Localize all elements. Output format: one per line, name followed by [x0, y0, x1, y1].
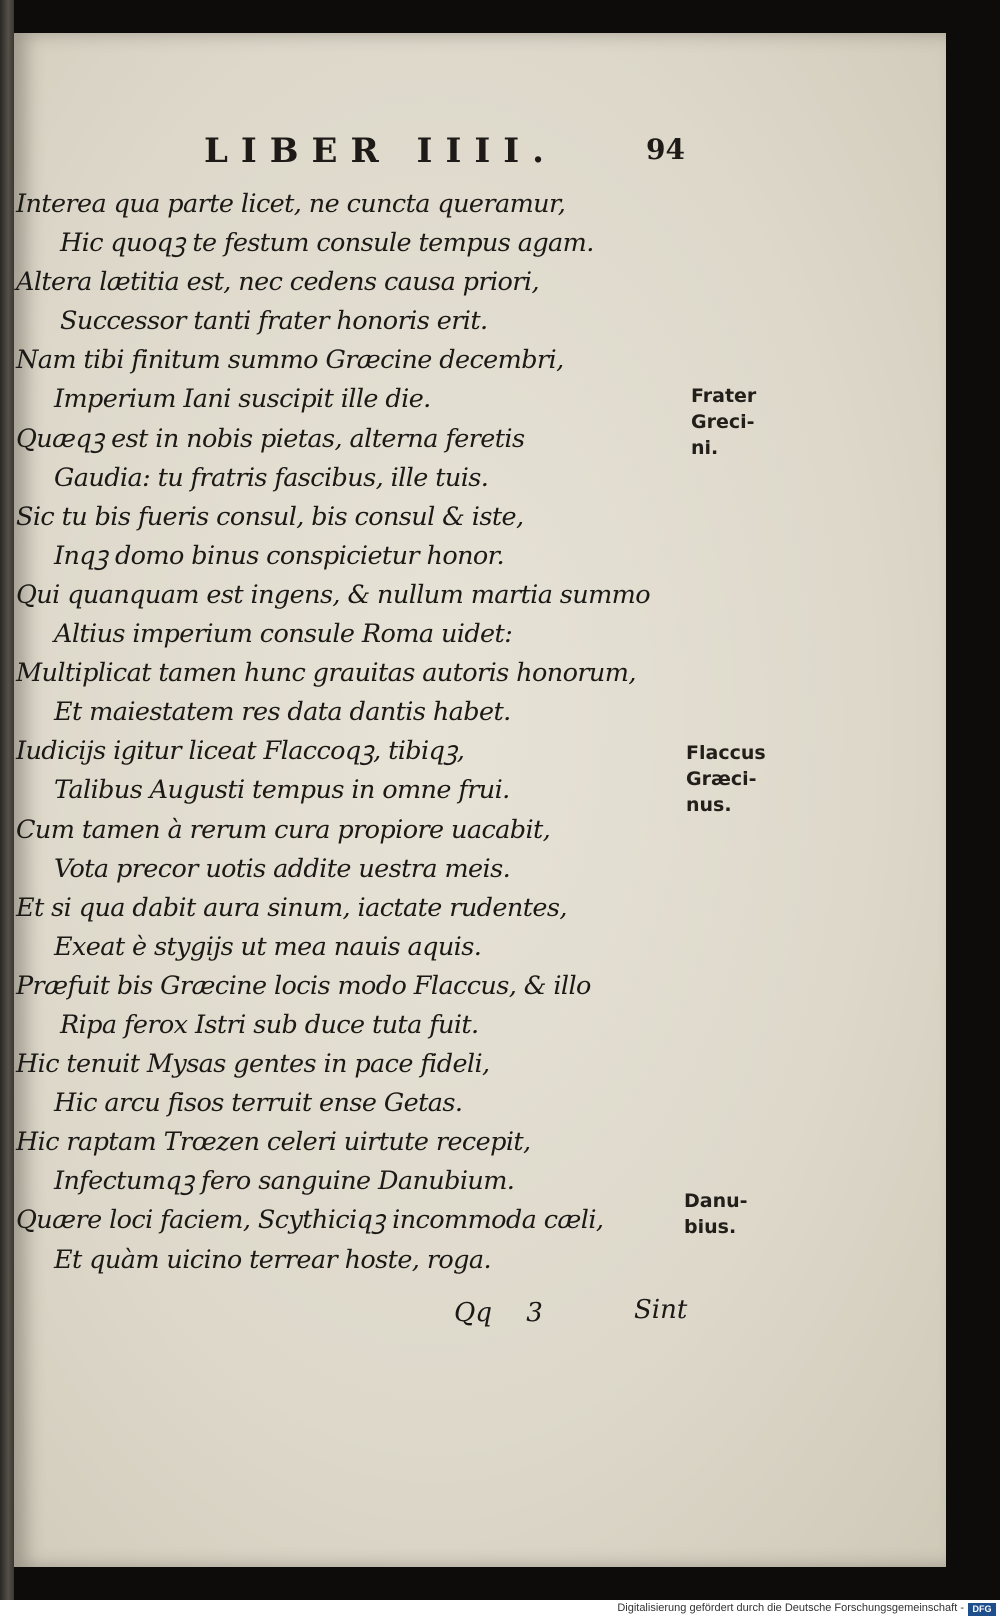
verse-line: Multiplicat tamen hunc grauitas autoris honorum, [16, 658, 636, 689]
verse-line: Ripa ferox Istri sub duce tuta fuit. [60, 1009, 479, 1040]
verse-line: Talibus Augusti tempus in omne frui. [54, 775, 510, 806]
verse-line: Altera lætitia est, nec cedens causa priori, [16, 267, 539, 298]
verse-line: Hic arcu fisos terruit ense Getas. [54, 1088, 463, 1119]
verse-line: Præfuit bis Græcine locis modo Flaccus, & illo [16, 970, 591, 1001]
margin-note-danubius: Danu- bius. [684, 1190, 748, 1238]
verse-line: Infectumqꝫ fero sanguine Danubium. [54, 1166, 515, 1197]
verse-line: Imperium Iani suscipit ille die. [54, 384, 431, 415]
folio-number: 94 [646, 133, 685, 166]
verse-line: Vota precor uotis addite uestra meis. [54, 853, 511, 884]
verse-line: Hic quoqꝫ te festum consule tempus agam. [60, 228, 594, 259]
verse-line: Exeat è stygijs ut mea nauis aquis. [54, 931, 482, 962]
verse-line: Cum tamen à rerum cura propiore uacabit, [16, 814, 551, 845]
verse-line: Iudicijs igitur liceat Flaccoqꝫ, tibiqꝫ, [16, 736, 465, 767]
verse-line: Quære loci faciem, Scythiciqꝫ incommoda cæli, [16, 1205, 604, 1236]
book-spine [0, 0, 14, 1600]
verse-line: Sic tu bis fueris consul, bis consul & iste, [16, 501, 524, 532]
verse-line: Interea qua parte licet, ne cuncta queramur, [16, 189, 566, 219]
catchword: Sint [634, 1295, 688, 1325]
verse-line: Qui quanquam est ingens, & nullum martia summo [16, 579, 651, 610]
verse-line: Gaudia: tu fratris fascibus, ille tuis. [54, 462, 489, 493]
verse-line: Altius imperium consule Roma uidet: [54, 619, 513, 650]
verse-line: Et quàm uicino terrear hoste, roga. [54, 1244, 491, 1275]
verse-line: Hic raptam Trœzen celeri uirtute recepit, [16, 1127, 531, 1158]
running-head: LIBER IIII. [204, 131, 558, 171]
funding-credit: Digitalisierung gefördert durch die Deutsche Forschungsgemeinschaft - [617, 1602, 964, 1614]
verse-block [16, 185, 656, 1280]
book-page [14, 33, 946, 1567]
verse-line: Quæqꝫ est in nobis pietas, alterna feretis [16, 423, 525, 454]
verse-line: Et si qua dabit aura sinum, iactate rudentes, [16, 892, 567, 923]
digitization-footer [0, 1600, 1000, 1620]
verse-line: Inqꝫ domo binus conspicietur honor. [54, 540, 504, 571]
verse-line: Hic tenuit Mysas gentes in pace fideli, [16, 1049, 490, 1080]
verse-line: Nam tibi finitum summo Græcine decembri, [16, 345, 564, 376]
dfg-logo: DFG [968, 1603, 996, 1616]
verse-line: Successor tanti frater honoris erit. [60, 306, 488, 337]
margin-note-fratres: Frater Greci- ni. [691, 385, 757, 459]
margin-note-flaccus: Flaccus Græci- nus. [686, 742, 766, 816]
verse-line: Et maiestatem res data dantis habet. [54, 697, 511, 728]
signature-mark: Qq 3 [454, 1298, 543, 1328]
